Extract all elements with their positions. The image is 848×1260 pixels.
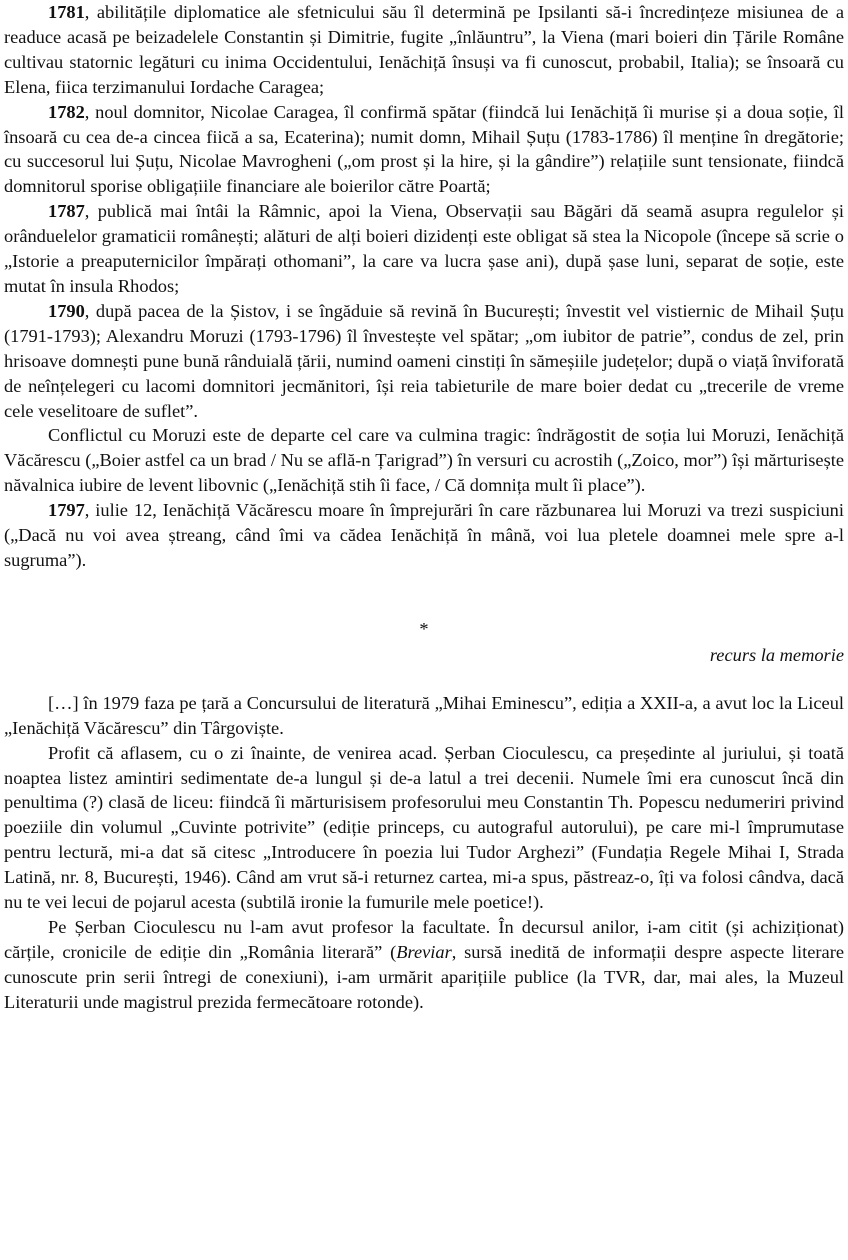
chronology-entry-1790: [4, 299, 844, 424]
memoir-paragraph: [4, 915, 844, 1015]
chronology-entry-1781: [4, 0, 844, 100]
book-title: Breviar: [396, 941, 452, 962]
section-separator: *: [419, 618, 429, 639]
entry-text: , publică mai întâi la Râmnic, apoi la Viena, Observații sau Băgări dă seamă asupra regulelor și orânduelelor gramaticii românești; alături de alți boieri dizidenți este obligat să stea la Nicopole (începe să scrie o „Istorie a preaputernicilor împărați othomani”, la care va lucra șase ani), după șase luni, separat de soție, este mutat în insula Rhodos;: [4, 201, 844, 296]
entry-year: 1790: [48, 300, 85, 321]
entry-year: 1782: [48, 101, 85, 122]
paragraph-text: , sursă inedită de informații despre aspecte literare cunoscute prin serii întregi de conexiuni), i-am urmărit aparițiile publice (la TVR, dar, mai ales, la Muzeul Literaturii unde magistrul prezida fermecătoare rotonde).: [4, 941, 844, 1012]
entry-text: , noul domnitor, Nicolae Caragea, îl confirmă spătar (fiindcă lui Ienăchiță îi murise și a doua soție, îl însoară cu cea de-a cincea fiică a sa, Ecaterina); numit domn, Mihail Șuțu (1783-1786) îl menține în dregătorie; cu succesorul lui Șuțu, Nicolae Mavrogheni („om prost și la hire, și la gândire”) relațiile sunt tensionate, fiindcă domnitorul sporise obligațiile financiare ale boierilor către Poartă;: [4, 101, 844, 197]
paragraph-text: Pe Șerban Cioculescu nu l-am avut profesor la facultate. În decursul anilor, i-am citit (și achiziționat) cărțile, cronicile de ediție din „România literară” (: [4, 917, 844, 962]
entry-text: , după pacea de la Șistov, i se îngăduie să revină în București; învestit vel vistiernic de Mihail Șuțu (1791-1793); Alexandru Moruzi (1793-1796) îl învestește vel spătar; „om iubitor de patrie”, condus de zel, prin hrisoave domnești pune bună rânduială țării, numind oameni cinstiți în sămeșiile județelor; după o viață înviforată de neînțelegeri cu lacomi domnitori jecmănitori, își reia tabieturile de mare boier dedat cu „trecerile de vreme cele veselitoare de suflet”.: [4, 300, 844, 421]
conflict-paragraph: Conflictul cu Moruzi este de departe cel care va culmina tragic: îndrăgostit de soția lui Moruzi, Ienăchiță Văcărescu („Boier astfel ca un brad / Nu se află-n Țarigrad”) în versuri cu acrostih („Zoico, mor”) își mărturisește năvalnica iubire de levent libovnic („Ienăchiță stih îi face, / Că domnița mult îi place”).: [4, 425, 844, 496]
chronology-entry-1787: [4, 199, 844, 299]
memoir-section: [4, 691, 844, 1015]
entry-year: 1787: [48, 201, 85, 222]
memoir-paragraph: Profit că aflasem, cu o zi înainte, de venirea acad. Șerban Cioculescu, ca președinte al juriului, și toată noaptea listez amintiri sedimentate de-a lungul și de-a latul a trei decenii. Numele îmi era cunoscut încă din penultima (?) clasă de liceu: fiindcă îi mărturisisem profesorului meu Constantin Th. Popescu nedumeriri privind poeziile din volumul „Cuvinte potrivite” (ediție princeps, cu autograful autorului), pe care mi-l împrumutase pentru lectură, mi-a dat să citesc „Introducere în poezia lui Tudor Arghezi” (Fundația Regele Mihai I, Strada Latină, nr. 8, București, 1946). Când am vrut să-i returnez cartea, mi-a spus, păstreaz-o, îți va folosi cândva, dacă nu te vei lecui de pojarul acesta (subtilă ironie la fumurile mele poetice!).: [4, 742, 844, 913]
entry-year: 1797: [48, 500, 85, 521]
entry-text: , iulie 12, Ienăchiță Văcărescu moare în împrejurări în care răzbunarea lui Moruzi va trezi suspiciuni („Dacă nu voi avea ștreang, când îmi va cădea Ienăchiță în mână, voi lua pletele doamnei mele spre a-l sugruma”).: [4, 500, 844, 570]
chronology-entry-1782: [4, 100, 844, 200]
chronology-entry-1797: [4, 498, 844, 573]
entry-text: , abilitățile diplomatice ale sfetnicului său îl determină pe Ipsilanti să-i încredințeze misiunea de a readuce acasă pe beizadelele Constantin și Dimitrie, fugite „înlăuntru”, la Viena (mari boieri din Țările Române cultivau statornic legături cu inima Occidentului, Ienăchiță însuși va fi cunoscut, probabil, Italia); se însoară cu Elena, fiica terzimanului Iordache Caragea;: [4, 2, 844, 97]
entry-year: 1781: [48, 2, 85, 22]
chronology-section: [4, 0, 844, 573]
memoir-paragraph: […] în 1979 faza pe țară a Concursului de literatură „Mihai Eminescu”, ediția a XXII-a, a avut loc la Liceul „Ienăchiță Văcărescu” din Târgoviște.: [4, 692, 844, 738]
section-title: recurs la memorie: [709, 644, 844, 665]
